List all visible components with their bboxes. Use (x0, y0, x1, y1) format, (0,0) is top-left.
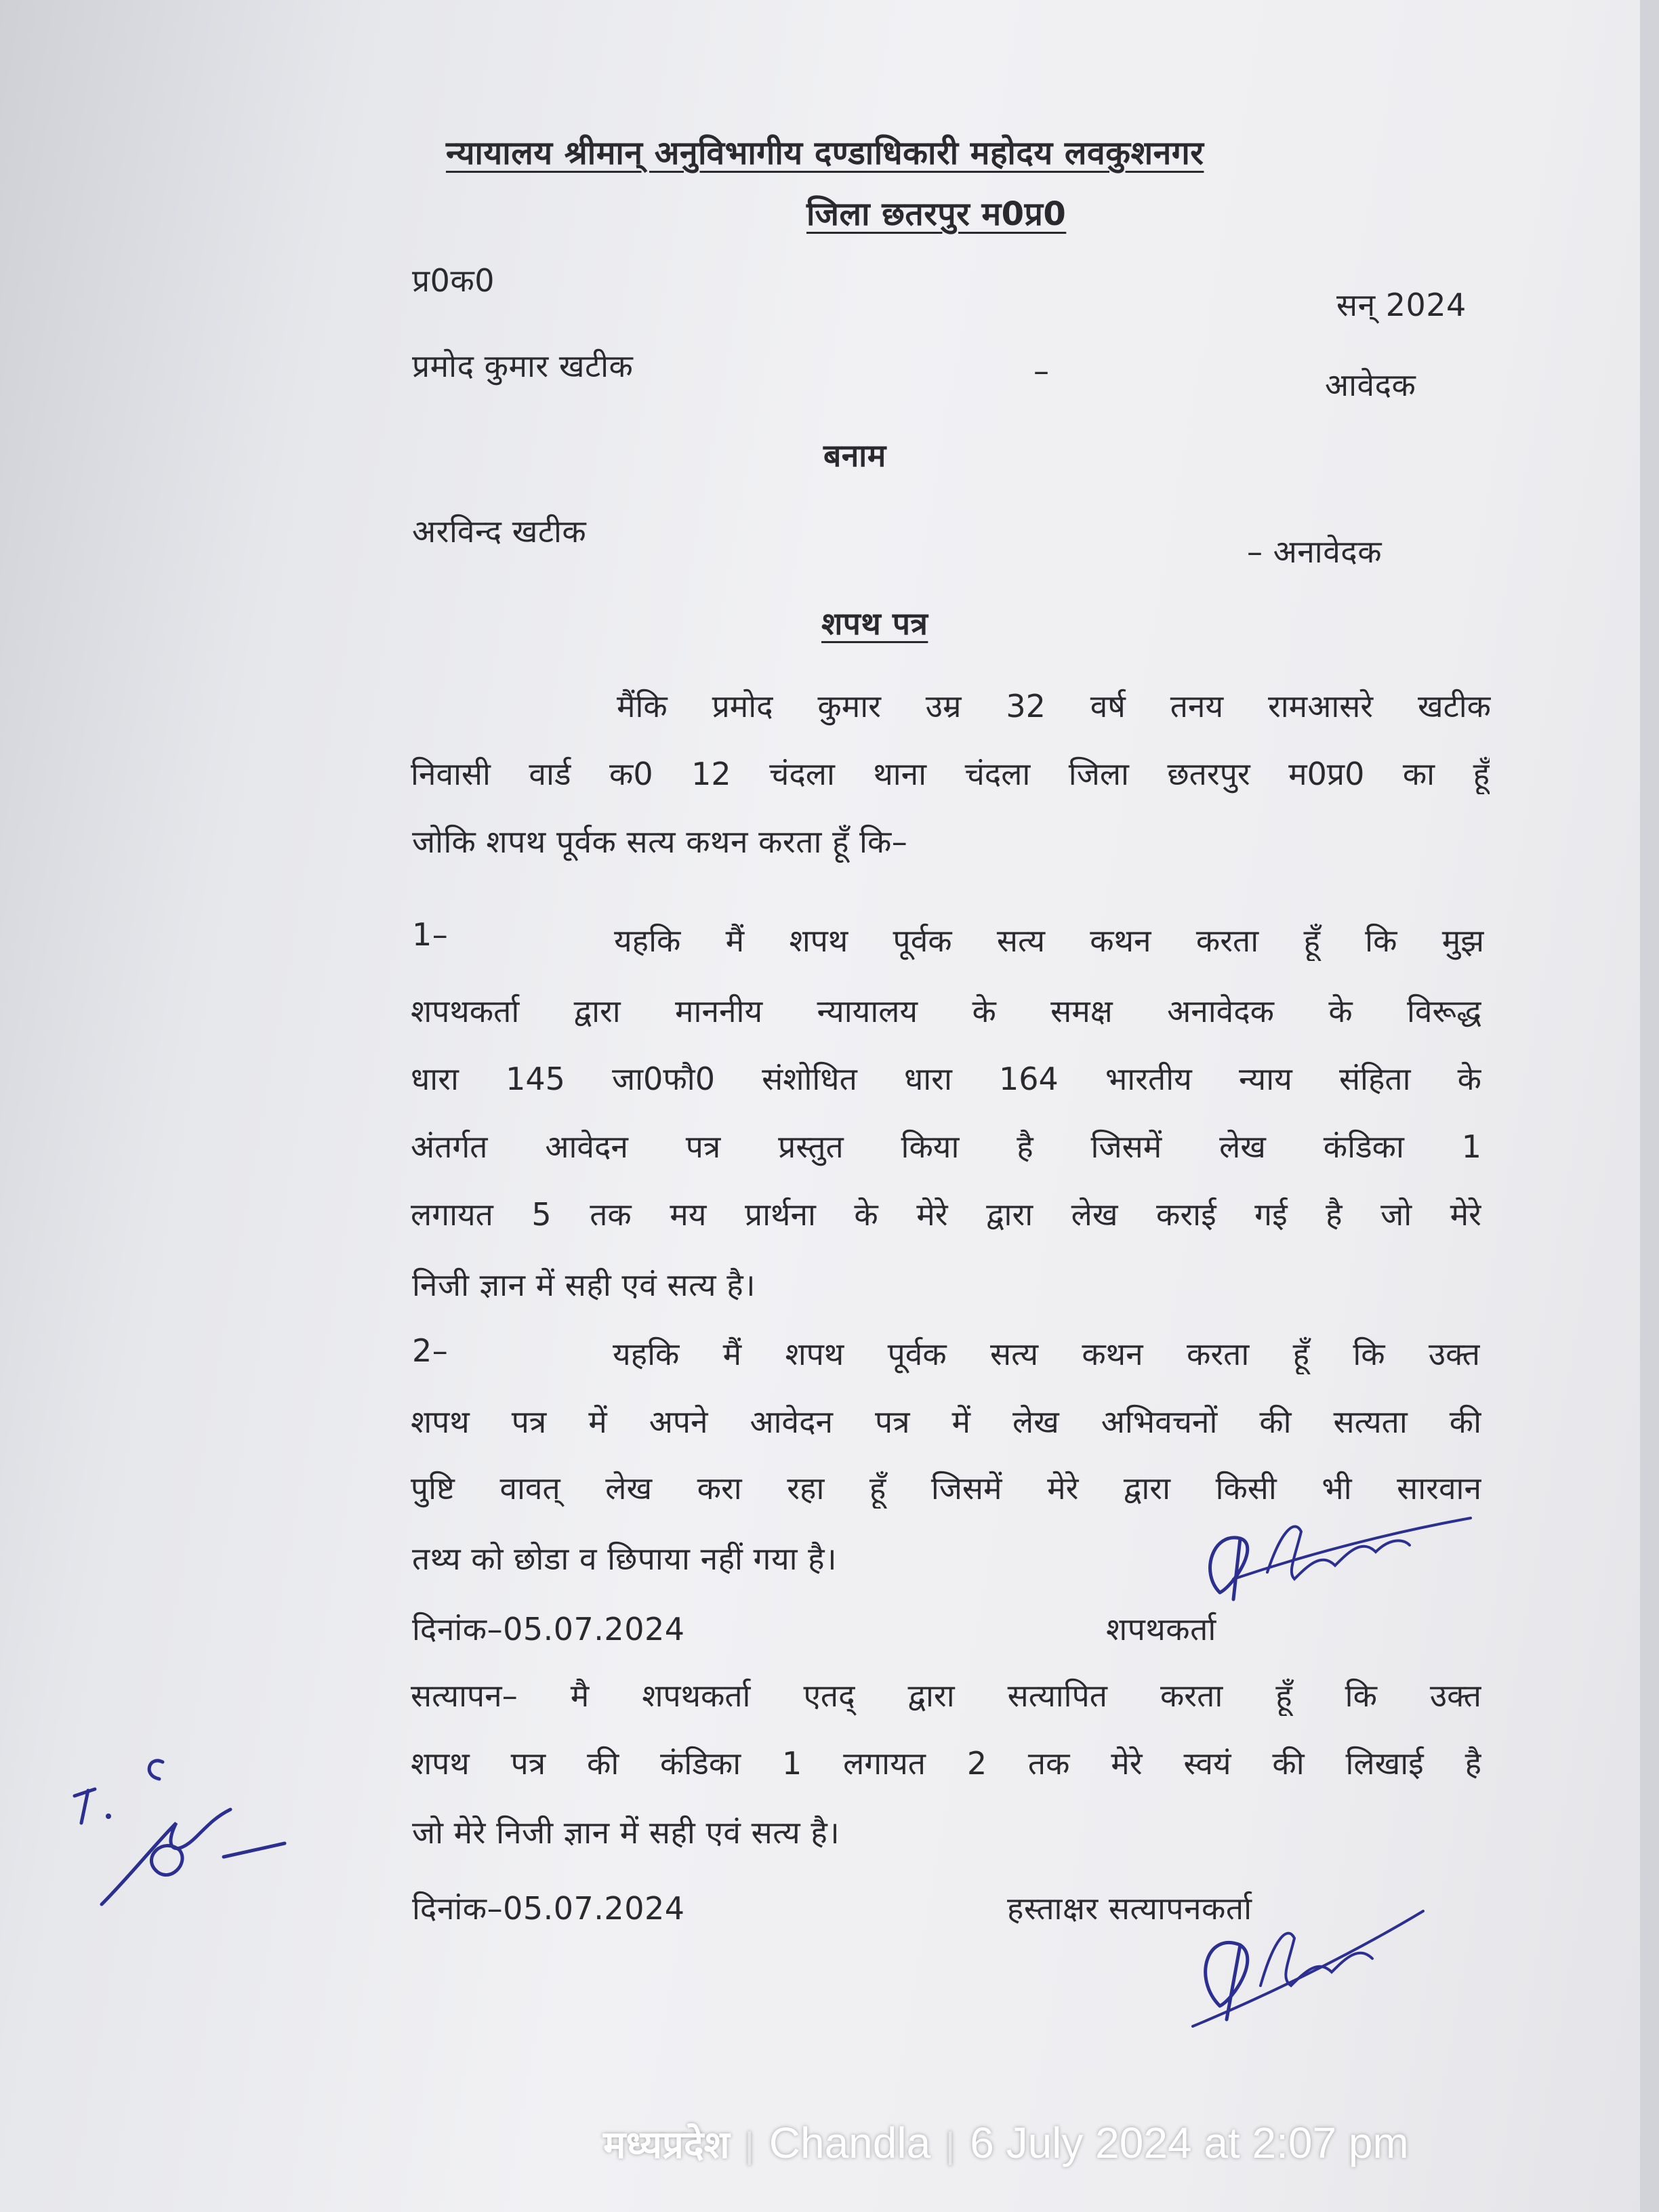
point1-line: शपथकर्ता द्वारा माननीय न्यायालय के समक्ष अनावेदक के विरूद्ध (411, 993, 1481, 1029)
applicant-name: प्रमोद कुमार खटीक (412, 348, 634, 384)
point1-line: लगायत 5 तक मय प्रार्थना के मेरे द्वारा लेख कराई गई है जो मेरे (411, 1196, 1481, 1233)
document-title: शपथ पत्र (821, 605, 928, 642)
respondent-name: अरविन्द खटीक (412, 513, 587, 550)
court-heading-line2: जिला छतरपुर म0प्र0 (806, 195, 1067, 233)
intro-line: मैंकि प्रमोद कुमार उम्र 32 वर्ष तनय रामआसरे खटीक (617, 688, 1491, 724)
verification-line: सत्यापन– मै शपथकर्ता एतद् द्वारा सत्यापित करता हूँ कि उक्त (411, 1677, 1481, 1714)
point1-line: निजी ज्ञान में सही एवं सत्य है। (412, 1267, 756, 1303)
photo-watermark: मध्यप्रदेश | Chandla | 6 July 2024 at 2:07 pm (603, 2118, 1409, 2167)
verification-line: शपथ पत्र की कंडिका 1 लगायत 2 तक मेरे स्वयं की लिखाई है (411, 1745, 1481, 1782)
deponent-signature (1193, 1491, 1477, 1613)
case-year: सन् 2024 (1336, 287, 1467, 323)
point2-line: तथ्य को छोडा व छिपाया नहीं गया है। (412, 1540, 838, 1577)
intro-line: निवासी वार्ड क0 12 चंदला थाना चंदला जिला छतरपुर म0प्र0 का हूँ (411, 756, 1490, 792)
court-heading-line1: न्यायालय श्रीमान् अनुविभागीय दण्डाधिकारी महोदय लवकुशनगर (446, 134, 1204, 172)
verifier-signature (1179, 1870, 1437, 2033)
date-deponent: दिनांक–05.07.2024 (412, 1611, 685, 1647)
point1-line: अंतर्गत आवेदन पत्र प्रस्तुत किया है जिसमें लेख कंडिका 1 (411, 1128, 1481, 1165)
date-verification: दिनांक–05.07.2024 (412, 1890, 685, 1927)
watermark-place: Chandla (769, 2118, 931, 2167)
verifier-signature-label: हस्ताक्षर सत्यापनकर्ता (1007, 1890, 1252, 1927)
point2-number: 2– (412, 1332, 449, 1369)
point2-line: पुष्टि वावत् लेख करा रहा हूँ जिसमें मेरे द्वारा किसी भी सारवान (411, 1470, 1481, 1507)
watermark-region: मध्यप्रदेश (603, 2123, 730, 2167)
point1-line: यहकि मैं शपथ पूर्वक सत्य कथन करता हूँ कि मुझ (614, 922, 1484, 959)
deponent-label: शपथकर्ता (1106, 1611, 1216, 1647)
point1-number: 1– (412, 916, 449, 953)
point2-line: यहकि मैं शपथ पूर्वक सत्य कथन करता हूँ कि उक्त (613, 1336, 1480, 1372)
initials-mark (61, 1742, 305, 1918)
verification-line: जो मेरे निजी ज्ञान में सही एवं सत्य है। (412, 1814, 840, 1851)
applicant-dash: – (1033, 352, 1050, 389)
respondent-role: – अनावेदक (1247, 533, 1382, 570)
point1-line: धारा 145 जा0फौ0 संशोधित धारा 164 भारतीय न्याय संहिता के (411, 1061, 1481, 1097)
point2-line: शपथ पत्र में अपने आवेदन पत्र में लेख अभिवचनों की सत्यता की (411, 1404, 1481, 1440)
versus-label: बनाम (823, 437, 886, 474)
intro-line: जोकि शपथ पूर्वक सत्य कथन करता हूँ कि– (412, 823, 908, 860)
case-number-label: प्र0क0 (412, 262, 495, 299)
applicant-role: आवेदक (1325, 367, 1416, 403)
watermark-datetime: 6 July 2024 at 2:07 pm (970, 2118, 1409, 2167)
